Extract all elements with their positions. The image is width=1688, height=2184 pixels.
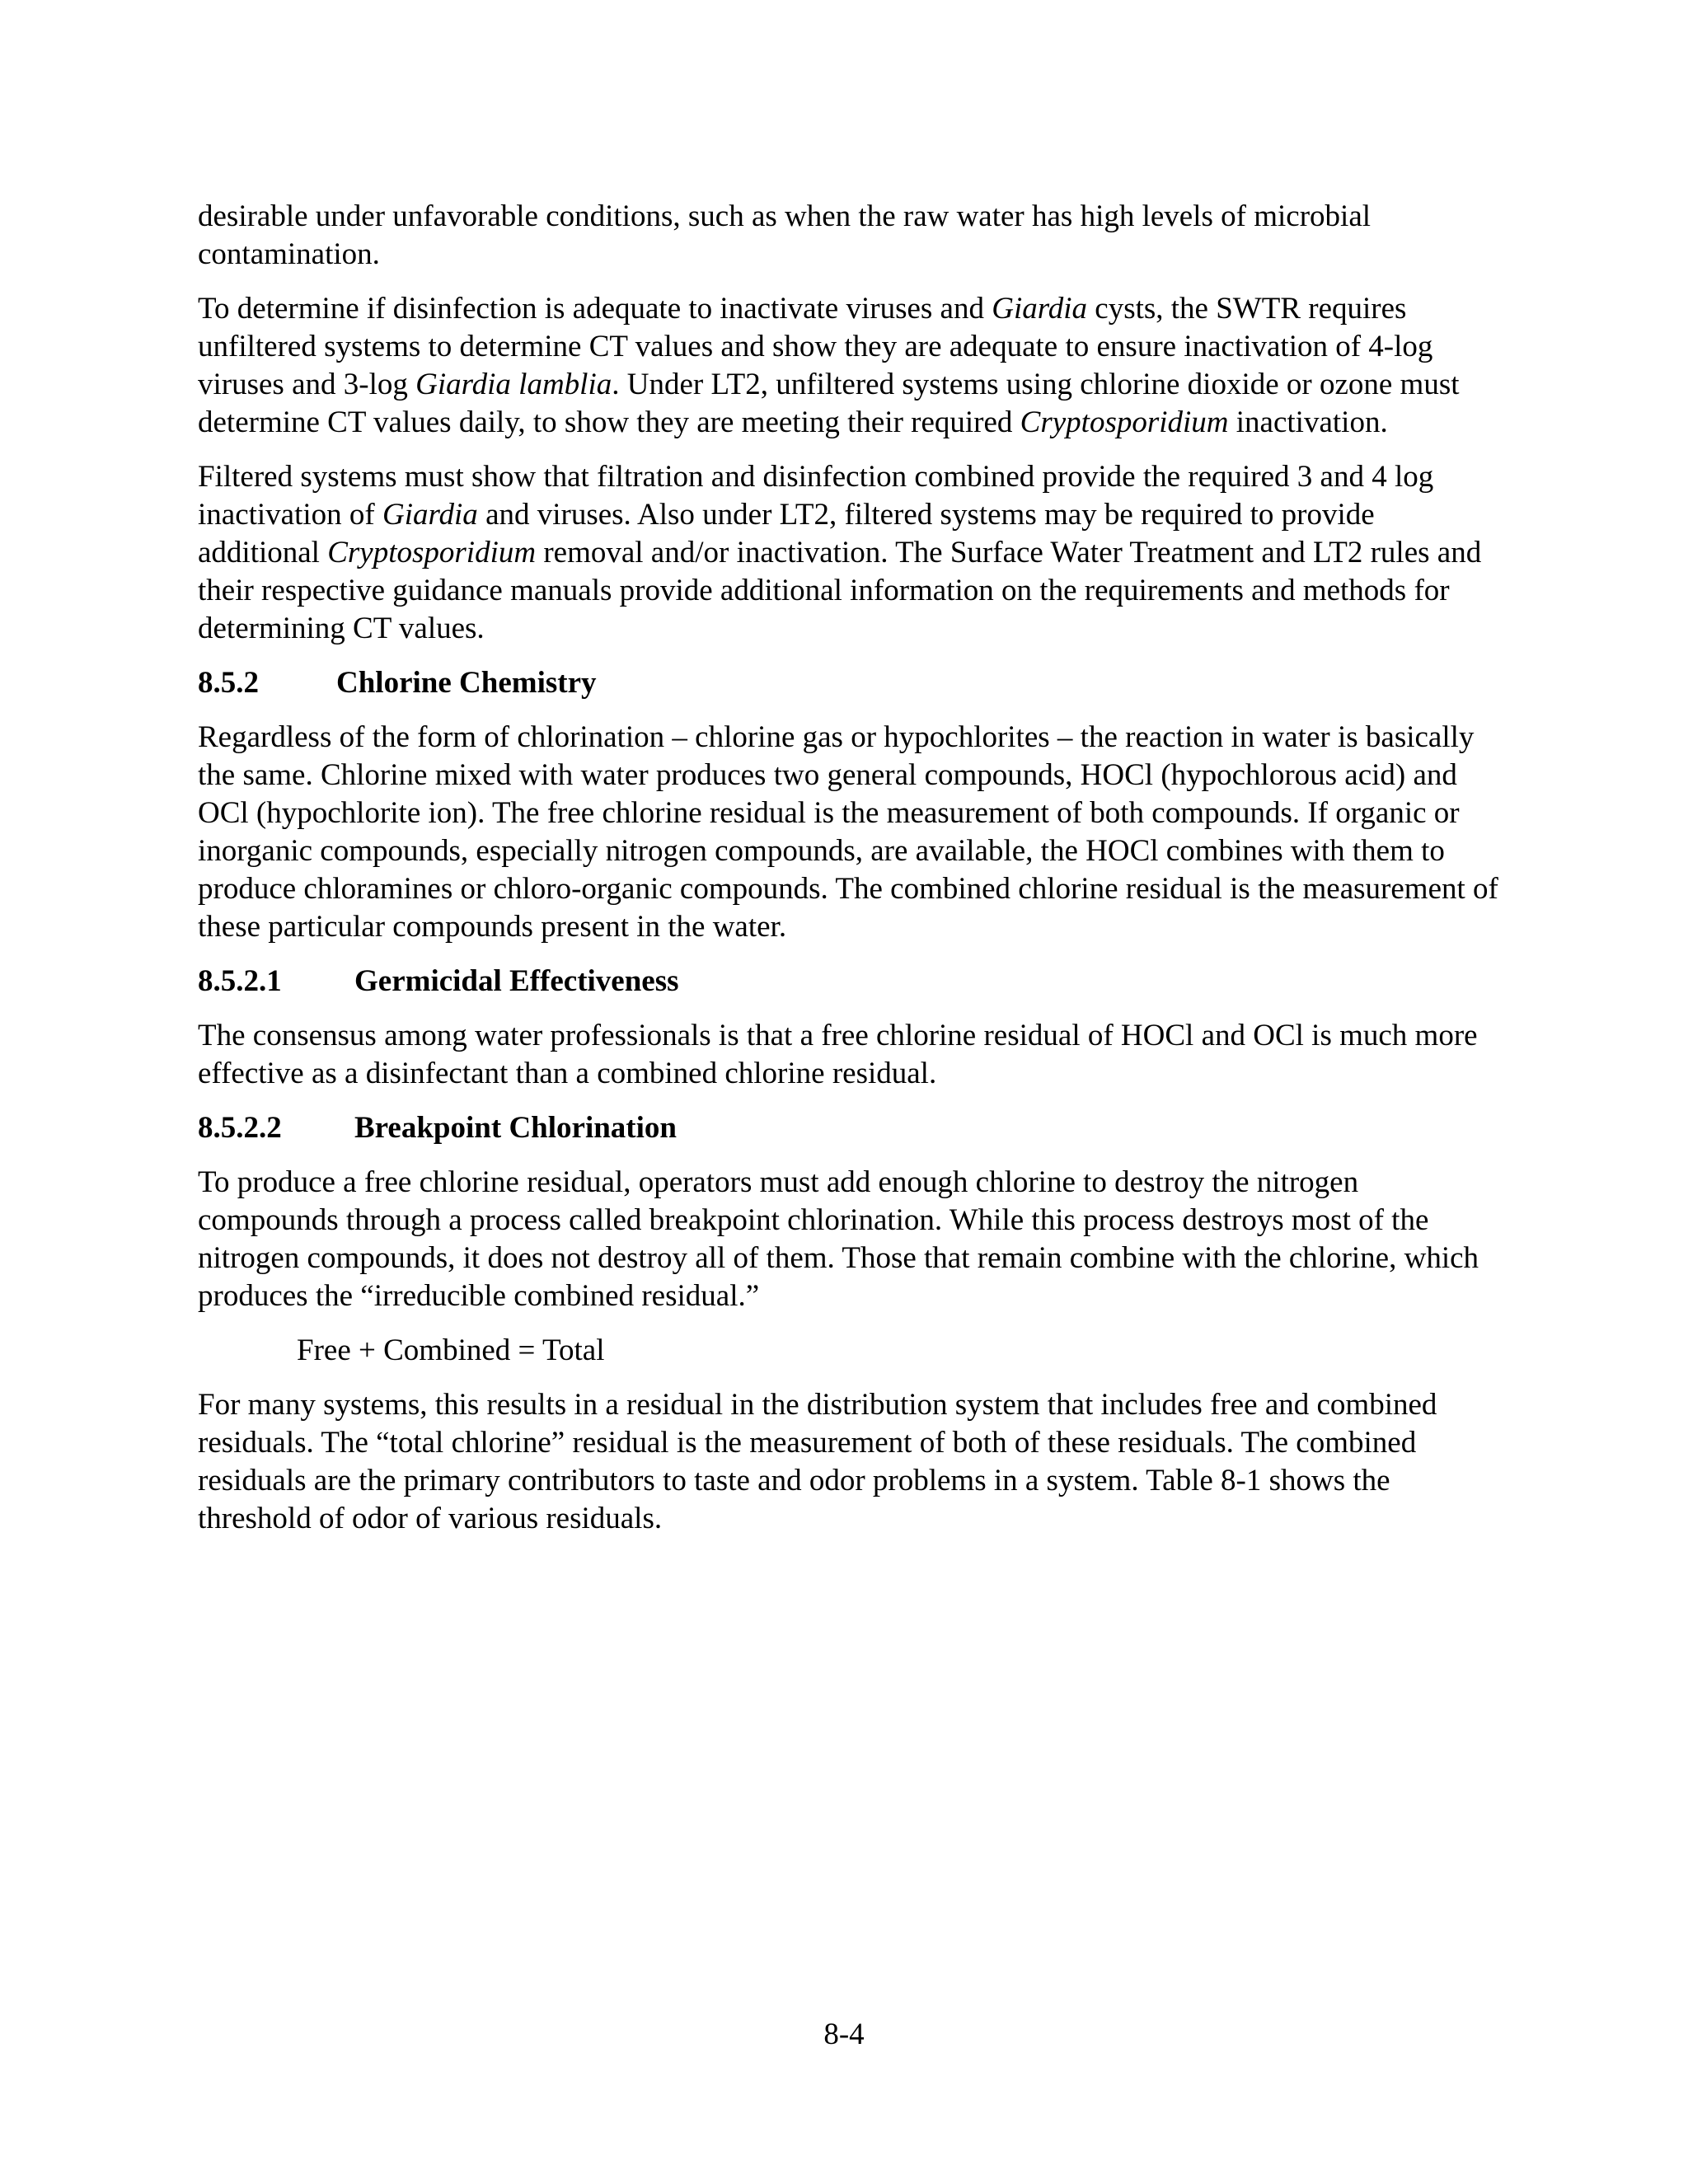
paragraph-raw-water: desirable under unfavorable conditions, such as when the raw water has high levels of microbial contamination. — [198, 199, 1372, 271]
paragraph-total-chlorine: For many systems, this results in a residual in the distribution system that includes free and combined residuals. The “total chlorine” residual is the measurement of both of these residuals. The combined residuals are the primary contributors to taste and odor problems in a system. Table 8-1 shows the threshold of odor of various residuals. — [198, 1388, 1437, 1535]
heading-title: Chlorine Chemistry — [336, 666, 597, 700]
heading-number: 8.5.2 — [198, 666, 259, 700]
paragraph-ct-unfiltered: To determine if disinfection is adequate to inactivate viruses and Giardia cysts, the SWTR requires unfiltered systems to determine CT values and show they are adequate to ensure inactivation of 4-log viruses and 3-log Giardia lamblia. Under LT2, unfiltered systems using chlorine dioxide or ozone must determine CT values daily, to show they are meeting their required Cryptosporidium inactivation. — [198, 292, 1460, 439]
italic-term: Cryptosporidium — [327, 536, 537, 569]
paragraph-breakpoint: To produce a free chlorine residual, operators must add enough chlorine to destroy the nitrogen compounds through a process called breakpoint chlorination. While this process destroys most of the nitrogen compounds, it does not destroy all of them. Those that remain combine with the chlorine, which produces the “irreducible combined residual.” — [198, 1165, 1479, 1313]
heading-breakpoint-chlorination — [198, 1109, 1500, 1147]
heading-number: 8.5.2.1 — [198, 964, 282, 998]
paragraph-filtered-systems: Filtered systems must show that filtration and disinfection combined provide the required 3 and 4 log inactivation of Giardia and viruses. Also under LT2, filtered systems may be required to provide additional Cryptosporidium removal and/or inactivation. The Surface Water Treatment and LT2 rules and their respective guidance manuals provide additional information on the requirements and methods for determining CT values. — [198, 460, 1482, 645]
heading-chlorine-chemistry — [198, 664, 1500, 702]
heading-germicidal-effectiveness — [198, 963, 1500, 1001]
paragraph-chlorine-chemistry: Regardless of the form of chlorination – chlorine gas or hypochlorites – the reaction in water is basically the same. Chlorine mixed with water produces two general compounds, HOCl (hypochlorous acid) and OCl (hypochlorite ion). The free chlorine residual is the measurement of both compounds. If organic or inorganic compounds, especially nitrogen compounds, are available, the HOCl combines with them to produce chloramines or chloro-organic compounds. The combined chlorine residual is the measurement of these particular compounds present in the water. — [198, 720, 1498, 944]
document-body — [198, 198, 1500, 1554]
italic-term: Giardia — [992, 292, 1088, 326]
page-number: 8-4 — [823, 2018, 865, 2051]
heading-number: 8.5.2.2 — [198, 1111, 282, 1145]
formula: Free + Combined = Total — [297, 1333, 605, 1367]
italic-term: Cryptosporidium — [1020, 405, 1229, 439]
italic-term: Giardia — [382, 498, 478, 532]
heading-title: Breakpoint Chlorination — [354, 1111, 677, 1145]
heading-title: Germicidal Effectiveness — [354, 964, 679, 998]
italic-term: Giardia lamblia — [415, 368, 612, 401]
paragraph-germicidal: The consensus among water professionals is that a free chlorine residual of HOCl and OCl is much more effective as a disinfectant than a combined chlorine residual. — [198, 1019, 1478, 1090]
